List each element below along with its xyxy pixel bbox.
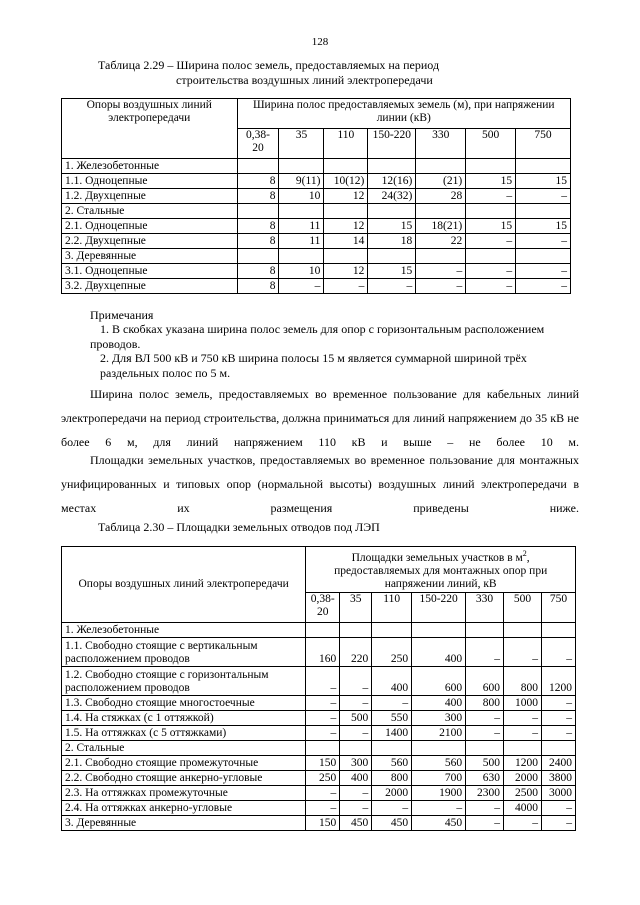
table-cell: 2300 [466,786,504,801]
table-row [62,249,571,264]
voltage-header: 150-220 [368,129,416,159]
table-cell: 12 [324,264,368,279]
table-cell: 24(32) [368,189,416,204]
table-cell [466,159,516,174]
table-cell: 2500 [504,786,542,801]
voltage-header: 110 [324,129,368,159]
table-cell: 400 [412,696,466,711]
table-cell: – [416,264,466,279]
table-cell: – [412,801,466,816]
table-cell: (21) [416,174,466,189]
table-cell [541,741,575,756]
table-cell: 12 [324,219,368,234]
table-cell: – [306,786,340,801]
table-cell: 8 [237,234,279,249]
table-cell: 250 [372,638,412,667]
table-30-head-group-a: Площадки земельных участков в м [351,551,523,564]
table-cell: 8 [237,264,279,279]
table-cell: 18 [368,234,416,249]
voltage-header: 35 [279,129,324,159]
row-label: 1.2. Свободно стоящие с горизонтальным расположением проводов [62,667,306,696]
table-cell: – [541,711,575,726]
row-label: 1.4. На стяжках (с 1 оттяжкой) [62,711,306,726]
table-cell: 12 [324,189,368,204]
table-cell: 1900 [412,786,466,801]
table-cell: 800 [372,771,412,786]
table-cell: – [504,711,542,726]
table-cell: 15 [368,264,416,279]
table-cell [516,159,571,174]
voltage-header: 150-220 [412,593,466,623]
table-cell: – [340,667,372,696]
table-row [62,204,571,219]
table-cell [466,623,504,638]
page-number: 128 [311,36,329,48]
table-cell: 160 [306,638,340,667]
note-1: 1. В скобках указана ширина полос земель для опор с горизонтальным расположением проводов. [90,322,545,351]
table-cell: – [279,279,324,294]
table-row [62,711,576,726]
table-cell: 700 [412,771,466,786]
row-label: 3.1. Одноцепные [62,264,238,279]
table-cell: – [541,638,575,667]
table-cell: 8 [237,189,279,204]
table-cell: 2000 [504,771,542,786]
table-cell [466,249,516,264]
voltage-header: 330 [466,593,504,623]
row-label: 2.2. Двухцепные [62,234,238,249]
table-row [62,638,576,667]
table-cell: – [466,638,504,667]
row-label: 3. Деревянные [62,816,306,831]
table-29-head-group: Ширина полос предоставляемых земель (м), при напряжении линии (кВ) [237,99,570,129]
table-cell: – [306,726,340,741]
voltage-header: 0,38-20 [306,593,340,623]
table-cell: – [504,726,542,741]
table-cell: 15 [368,219,416,234]
table-cell: 300 [340,756,372,771]
table-cell: 400 [372,667,412,696]
table-cell [372,623,412,638]
voltage-header: 330 [416,129,466,159]
table-cell [504,741,542,756]
row-label: 2. Стальные [62,741,306,756]
table-cell: 630 [466,771,504,786]
table-cell: 28 [416,189,466,204]
table-cell [237,249,279,264]
table-cell: 2000 [372,786,412,801]
table-cell: 450 [372,816,412,831]
table-cell: 3800 [541,771,575,786]
table-row [62,756,576,771]
table-cell: 8 [237,219,279,234]
table-cell: 560 [372,756,412,771]
table-29 [61,98,571,294]
table-cell: 10 [279,189,324,204]
table-cell: 2400 [541,756,575,771]
table-cell: 1400 [372,726,412,741]
voltage-header: 750 [516,129,571,159]
voltage-header: 0,38-20 [237,129,279,159]
table-29-caption-line2: строительства воздушных линий электропередачи [176,73,433,87]
table-cell: 11 [279,219,324,234]
paragraph-2-text: Площадки земельных участков, предоставляемых во временное пользование для монтажных унифицированных и типовых опор (нормальной высоты) воздушных линий электропередачи в местах их размещения приведены ниже. [61,453,579,515]
table-cell [279,159,324,174]
table-cell: 560 [412,756,466,771]
table-29-caption-line1: Таблица 2.29 – Ширина полос земель, предоставляемых на период [98,58,440,72]
table-cell: 4000 [504,801,542,816]
table-cell [416,249,466,264]
table-row [62,667,576,696]
table-cell: 450 [340,816,372,831]
table-30 [61,546,576,831]
table-cell [416,159,466,174]
table-cell: – [306,667,340,696]
table-cell: – [466,264,516,279]
voltage-header: 500 [504,593,542,623]
table-cell [541,623,575,638]
table-cell [279,204,324,219]
table-row [62,623,576,638]
table-cell: 1200 [504,756,542,771]
table-cell: 600 [466,667,504,696]
table-cell [416,204,466,219]
table-row [62,696,576,711]
row-label: 2.2. Свободно стоящие анкерно-угловые [62,771,306,786]
table-cell [306,741,340,756]
table-row [62,786,576,801]
row-label: 3.2. Двухцепные [62,279,238,294]
voltage-header: 500 [466,129,516,159]
table-cell: – [466,816,504,831]
table-cell: – [504,816,542,831]
table-cell: – [324,279,368,294]
table-cell: – [504,638,542,667]
table-cell: 15 [466,174,516,189]
table-row [62,264,571,279]
note-2: 2. Для ВЛ 500 кВ и 750 кВ ширина полосы 15 м является суммарной шириной трёх раздельных полос по 5 м. [100,351,527,380]
table-cell: – [466,711,504,726]
voltage-header: 35 [340,593,372,623]
table-cell: – [340,696,372,711]
table-row [62,189,571,204]
paragraph-1-text: Ширина полос земель, предоставляемых во временное пользование для кабельных линий электропередачи на период строительства, должна приниматься для линий напряжением до 35 кВ не более 6 м, для линий напряжением 110 кВ и выше – не более 10 м. [61,387,579,449]
table-cell: 300 [412,711,466,726]
table-cell: – [368,279,416,294]
table-cell [504,623,542,638]
table-cell: 800 [466,696,504,711]
table-row [62,726,576,741]
table-row [62,801,576,816]
table-row [62,174,571,189]
table-cell [340,741,372,756]
table-cell [372,741,412,756]
table-cell: – [466,726,504,741]
table-cell: 11 [279,234,324,249]
table-cell: – [340,786,372,801]
table-cell: – [466,189,516,204]
row-label: 1.3. Свободно стоящие многостоечные [62,696,306,711]
table-row [62,741,576,756]
table-cell: 1200 [541,667,575,696]
table-cell [324,249,368,264]
table-29-caption [98,58,439,88]
table-cell: 2100 [412,726,466,741]
table-cell: 8 [237,174,279,189]
table-cell: 500 [340,711,372,726]
table-row [62,234,571,249]
table-cell: – [516,234,571,249]
table-cell: 550 [372,711,412,726]
table-cell [237,204,279,219]
table-cell [466,204,516,219]
table-30-head-group-sup: 2 [522,549,527,558]
row-label: 1.2. Двухцепные [62,189,238,204]
table-cell: 220 [340,638,372,667]
table-cell: 150 [306,756,340,771]
table-30-head-group-b: , предоставляемых для монтажных опор при напряжении линий, кВ [334,551,548,590]
table-cell: 250 [306,771,340,786]
table-cell [368,204,416,219]
row-label: 1.1. Свободно стоящие с вертикальным расположением проводов [62,638,306,667]
table-cell [412,741,466,756]
table-cell: – [372,801,412,816]
table-cell [368,159,416,174]
table-cell [516,204,571,219]
table-29-head-supports: Опоры воздушных линий электропередачи [62,99,238,159]
row-label: 1.5. На оттяжках (с 5 оттяжками) [62,726,306,741]
row-label: 2.3. На оттяжках промежуточные [62,786,306,801]
table-cell [412,623,466,638]
table-cell: 15 [516,219,571,234]
table-cell: 400 [340,771,372,786]
table-cell: – [416,279,466,294]
table-cell: 400 [412,638,466,667]
table-30-caption: Таблица 2.30 – Площадки земельных отводов под ЛЭП [98,520,380,534]
table-cell: – [541,816,575,831]
table-cell: – [466,234,516,249]
table-cell [324,204,368,219]
table-cell: – [340,801,372,816]
table-cell: 10(12) [324,174,368,189]
table-row [62,816,576,831]
table-cell [306,623,340,638]
table-cell: 3000 [541,786,575,801]
table-cell [340,623,372,638]
table-cell: – [516,189,571,204]
table-cell [368,249,416,264]
table-cell: – [541,726,575,741]
table-cell: 150 [306,816,340,831]
row-label: 3. Деревянные [62,249,238,264]
table-cell: – [541,696,575,711]
voltage-header: 750 [541,593,575,623]
row-label: 2.4. На оттяжках анкерно-угловые [62,801,306,816]
table-cell: – [372,696,412,711]
table-cell: – [466,279,516,294]
table-cell: – [306,696,340,711]
table-cell: – [466,801,504,816]
table-cell [237,159,279,174]
table-cell: 14 [324,234,368,249]
table-30-head-supports: Опоры воздушных линий электропередачи [62,547,306,623]
table-cell: 600 [412,667,466,696]
table-cell: – [516,264,571,279]
table-cell: – [541,801,575,816]
table-row [62,279,571,294]
table-cell: 15 [516,174,571,189]
table-cell: 9(11) [279,174,324,189]
table-cell: 500 [466,756,504,771]
table-row [62,771,576,786]
table-cell: 450 [412,816,466,831]
table-row [62,159,571,174]
paragraph-2 [61,448,579,520]
table-cell: 22 [416,234,466,249]
table-cell: 800 [504,667,542,696]
table-cell: 1000 [504,696,542,711]
paragraph-1 [61,382,579,454]
table-cell [279,249,324,264]
table-cell: – [306,711,340,726]
row-label: 2.1. Одноцепные [62,219,238,234]
table-30-head-group [306,547,576,593]
table-cell [324,159,368,174]
row-label: 1.1. Одноцепные [62,174,238,189]
table-cell [466,741,504,756]
table-cell: 12(16) [368,174,416,189]
row-label: 1. Железобетонные [62,159,238,174]
table-cell: – [340,726,372,741]
table-cell: – [516,279,571,294]
notes-title: Примечания [90,308,154,322]
table-row [62,219,571,234]
voltage-header: 110 [372,593,412,623]
row-label: 2.1. Свободно стоящие промежуточные [62,756,306,771]
table-cell: 15 [466,219,516,234]
table-cell [516,249,571,264]
table-cell: 8 [237,279,279,294]
row-label: 2. Стальные [62,204,238,219]
row-label: 1. Железобетонные [62,623,306,638]
table-cell: 18(21) [416,219,466,234]
table-cell: – [306,801,340,816]
table-cell: 10 [279,264,324,279]
